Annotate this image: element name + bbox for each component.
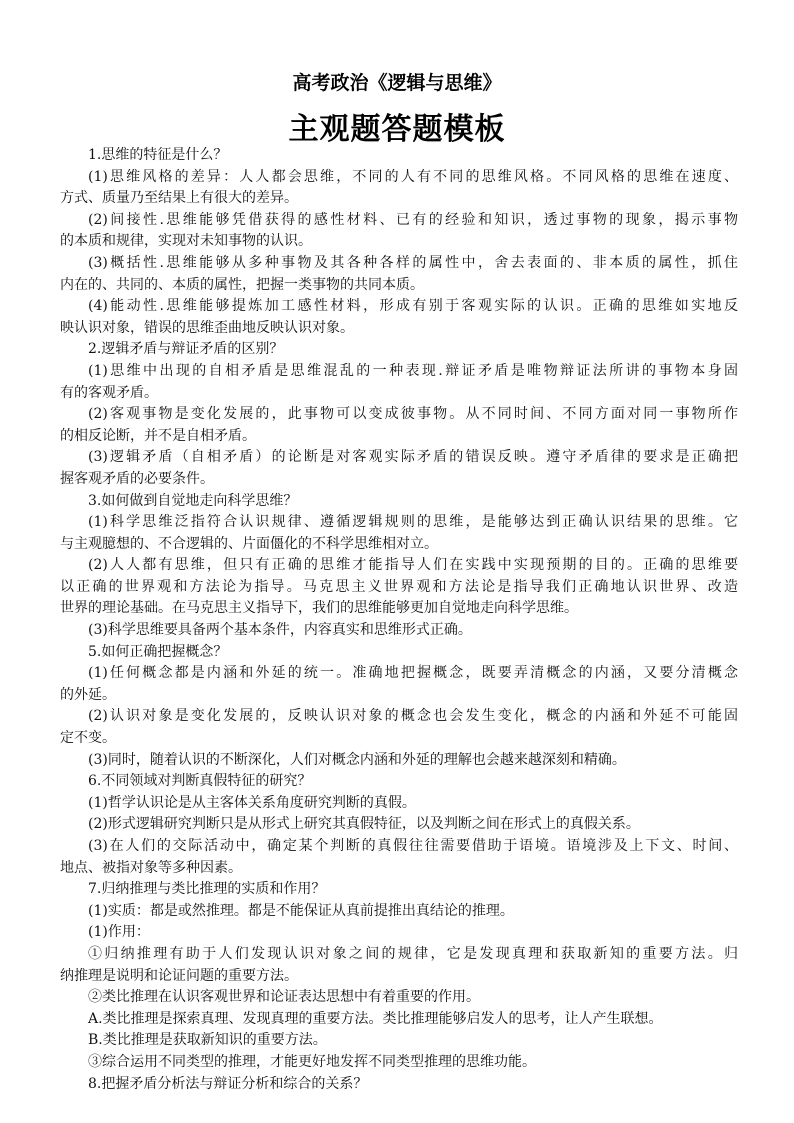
text-line: 2.逻辑矛盾与辩证矛盾的区别？ — [88, 341, 284, 358]
text-line: (1)实质：都是或然推理。都是不能保证从真前提推出真结论的推理。 — [88, 902, 514, 919]
text-line: (1)思维风格的差异：人人都会思维，不同的人有不同的思维风格。不同风格的思维在速度、 — [88, 168, 738, 185]
text-line: B.类比推理是获取新知识的重要方法。 — [88, 1032, 327, 1049]
text-line: (2)人人都有思维，但只有正确的思维才能指导人们在实践中实现预期的目的。正确的思维要 — [88, 557, 738, 574]
text-line: (1)任何概念都是内涵和外延的统一。准确地把握概念，既要弄清概念的内涵，又要分清概念 — [88, 665, 738, 682]
text-line: (2)客观事物是变化发展的，此事物可以变成彼事物。从不同时间、不同方面对同一事物所作 — [88, 406, 738, 423]
text-line: 7.归纳推理与类比推理的实质和作用？ — [88, 881, 326, 898]
text-line: (2)形式逻辑研究判断只是从形式上研究其真假特征，以及判断之间在形式上的真假关系。 — [88, 816, 640, 833]
text-line: 1.思维的特征是什么？ — [88, 147, 228, 163]
text-line: 方式、质量乃至结果上有很大的差异。 — [60, 190, 298, 207]
text-line: 与主观臆想的、不合逻辑的、片面僵化的不科学思维相对立。 — [60, 535, 438, 552]
text-line: 以正确的世界观和方法论为指导。马克思主义世界观和方法论是指导我们正确地认识世界、改造 — [60, 578, 738, 595]
text-line: (3)逻辑矛盾（自相矛盾）的论断是对客观实际矛盾的错误反映。遵守矛盾律的要求是正确把 — [88, 449, 738, 466]
text-line: (3)科学思维要具备两个基本条件，内容真实和思维形式正确。 — [88, 622, 472, 639]
text-line: 纳推理是说明和论证问题的重要方法。 — [60, 967, 298, 984]
text-line: 6.不同领域对判断真假特征的研究？ — [88, 773, 312, 790]
text-line: (1)科学思维泛指符合认识规律、遵循逻辑规则的思维，是能够达到正确认识结果的思维。它 — [88, 514, 738, 531]
text-line: A.类比推理是探索真理、发现真理的重要方法。类比推理能够启发人的思考，让人产生联想。 — [88, 1010, 663, 1027]
text-line: 的相反论断，并不是自相矛盾。 — [60, 427, 256, 444]
text-line: 8.把握矛盾分析法与辩证分析和综合的关系？ — [88, 1075, 368, 1092]
text-line: ③综合运用不同类型的推理，才能更好地发挥不同类型推理的思维功能。 — [88, 1053, 536, 1070]
text-line: 内在的、共同的、本质的属性，把握一类事物的共同本质。 — [60, 276, 424, 293]
document-title: 高考政治《逻辑与思维》 — [292, 72, 502, 94]
text-line: (1)思维中出现的自相矛盾是思维混乱的一种表现.辩证矛盾是唯物辩证法所讲的事物本身固 — [88, 362, 738, 379]
text-line: (3)同时，随着认识的不断深化，人们对概念内涵和外延的理解也会越来越深刻和精确。 — [88, 751, 626, 768]
text-line: (2)认识对象是变化发展的，反映认识对象的概念也会发生变化，概念的内涵和外延不可能固 — [88, 708, 738, 725]
text-line: 3.如何做到自觉地走向科学思维？ — [88, 492, 298, 509]
text-line: 的外延。 — [60, 686, 116, 703]
text-line: (3)在人们的交际活动中，确定某个判断的真假往往需要借助于语境。语境涉及上下文、时间、 — [88, 838, 738, 854]
text-line: (4)能动性.思维能够提炼加工感性材料，形成有别于客观实际的认识。正确的思维如实地反 — [88, 298, 738, 315]
document-subtitle: 主观题答题模板 — [288, 112, 506, 147]
text-line: 地点、被指对象等多种因素。 — [60, 859, 242, 876]
text-line: (1)哲学认识论是从主客体关系角度研究判断的真假。 — [88, 794, 416, 811]
text-line: 5.如何正确把握概念？ — [88, 643, 228, 660]
text-line: 握客观矛盾的必要条件。 — [60, 470, 214, 487]
text-line: ①归纳推理有助于人们发现认识对象之间的规律，它是发现真理和获取新知的重要方法。归 — [88, 945, 738, 962]
text-line: 世界的理论基础。在马克思主义指导下，我们的思维能够更加自觉地走向科学思维。 — [60, 600, 578, 617]
text-line: 有的客观矛盾。 — [60, 384, 158, 401]
text-line: (1)作用： — [88, 924, 150, 941]
text-line: (3)概括性.思维能够从多种事物及其各种各样的属性中，舍去表面的、非本质的属性，抓住 — [88, 254, 738, 271]
text-line: ②类比推理在认识客观世界和论证表达思想中有着重要的作用。 — [88, 989, 480, 1006]
document-body — [60, 145, 738, 1095]
text-line: 映认识对象，错误的思维歪曲地反映认识对象。 — [60, 319, 354, 336]
text-line: 的本质和规律，实现对未知事物的认识。 — [60, 233, 312, 250]
text-line: 定不变。 — [60, 730, 116, 747]
text-line: (2)间接性.思维能够凭借获得的感性材料、已有的经验和知识，透过事物的现象，揭示事物 — [88, 211, 738, 228]
